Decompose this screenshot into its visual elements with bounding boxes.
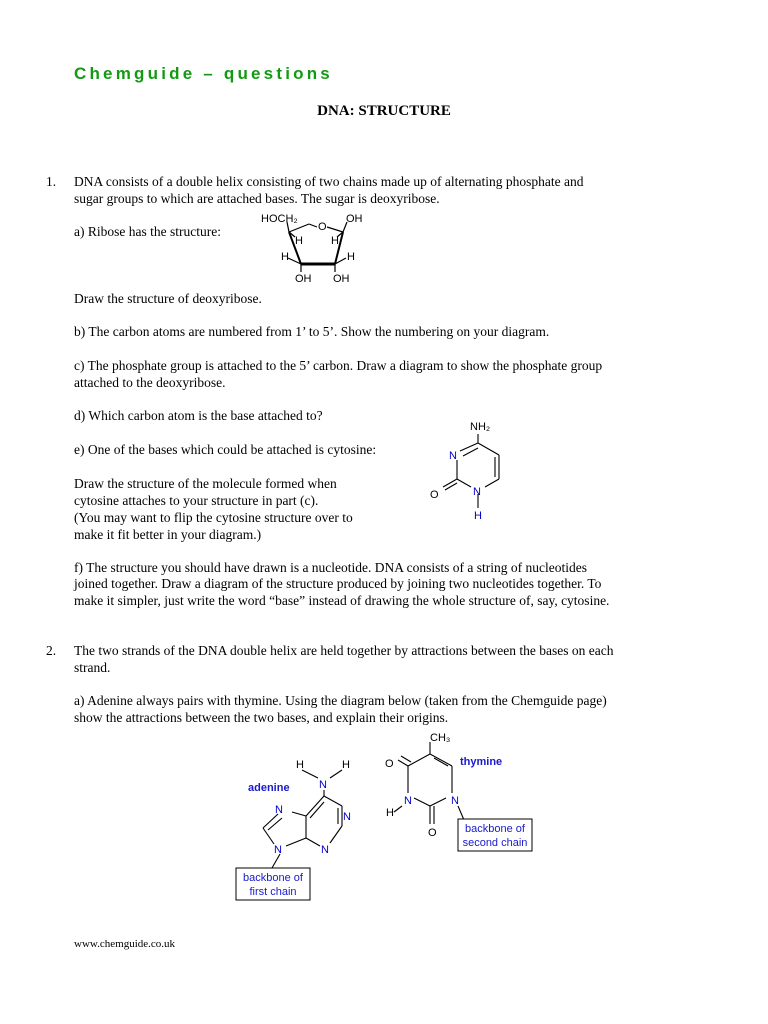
ribose-h-label: H (347, 251, 355, 263)
thymine-o: O (428, 827, 437, 839)
ribose-ring-oxygen: O (318, 221, 327, 233)
backbone-second-line2: second chain (462, 837, 528, 849)
adenine-thymine-diagram (230, 726, 550, 906)
adenine-h: H (296, 759, 304, 771)
page-title: DNA: STRUCTURE (317, 103, 451, 119)
thymine-h: H (386, 807, 394, 819)
cytosine-nh2: NH₂ (470, 421, 491, 433)
q1f-line2: joined together. Draw a diagram of the structure produced by joining two nucleotides together. To (74, 576, 602, 591)
adenine-n: N (275, 804, 283, 816)
cytosine-n: N (449, 450, 457, 462)
q1a-text: a) Ribose has the structure: (74, 224, 221, 239)
q1e-draw-line4: make it fit better in your diagram.) (74, 527, 262, 542)
adenine-n: N (321, 844, 329, 856)
adenine-h: H (342, 759, 350, 771)
q1c-line2: attached to the deoxyribose. (74, 375, 226, 390)
q2-intro-line1: The two strands of the DNA double helix are held together by attractions between the bases on each (74, 643, 614, 658)
adenine-n: N (274, 844, 282, 856)
adenine-n: N (319, 779, 327, 791)
q1e-draw-line3: (You may want to flip the cytosine structure over to (74, 510, 353, 525)
question-2-number: 2. (46, 643, 57, 658)
adenine-label: adenine (248, 782, 290, 794)
q1e-draw-line1: Draw the structure of the molecule formed when (74, 476, 337, 491)
backbone-first-line2: first chain (249, 886, 297, 898)
ribose-h-label: H (295, 235, 303, 247)
backbone-first-line1: backbone of (243, 872, 303, 884)
thymine-o: O (385, 758, 394, 770)
ribose-oh-top: OH (346, 213, 363, 225)
footer-url: www.chemguide.co.uk (74, 938, 176, 950)
q1d-text: d) Which carbon atom is the base attached to? (74, 408, 323, 423)
q1c-line1: c) The phosphate group is attached to the 5’ carbon. Draw a diagram to show the phosphate group (74, 358, 603, 373)
q1f-line1: f) The structure you should have drawn is a nucleotide. DNA consists of a string of nucleotides (74, 560, 588, 575)
cytosine-o: O (430, 489, 439, 501)
ribose-oh-label: OH (295, 273, 312, 285)
thymine-ch3: CH₃ (430, 732, 451, 744)
cytosine-structure (424, 412, 514, 524)
question-1-number: 1. (46, 174, 57, 189)
backbone-second-line1: backbone of (465, 823, 525, 835)
q2-intro-line2: strand. (74, 660, 111, 675)
q2a-line1: a) Adenine always pairs with thymine. Using the diagram below (taken from the Chemguide page) (74, 693, 607, 708)
q1-draw-deoxyribose: Draw the structure of deoxyribose. (74, 291, 262, 306)
cytosine-h: H (474, 510, 482, 522)
adenine-n: N (343, 811, 351, 823)
page-header: Chemguide – questions (74, 64, 333, 83)
ribose-h-label: H (281, 251, 289, 263)
cytosine-n: N (473, 486, 481, 498)
q1f-line3: make it simpler, just write the word “base” instead of drawing the whole structure of, say, cytosine. (74, 593, 610, 608)
ribose-h-label: H (331, 235, 339, 247)
ribose-hoch2-label: HOCH₂ (261, 213, 298, 225)
ribose-structure (255, 208, 375, 288)
ribose-oh-label: OH (333, 273, 350, 285)
q1-intro-line2: sugar groups to which are attached bases. The sugar is deoxyribose. (74, 191, 440, 206)
thymine-n: N (451, 795, 459, 807)
thymine-label: thymine (460, 756, 503, 768)
thymine-n: N (404, 795, 412, 807)
q1e-text: e) One of the bases which could be attached is cytosine: (74, 442, 377, 457)
q1-intro-line1: DNA consists of a double helix consisting of two chains made up of alternating phosphate and (74, 174, 584, 189)
q1b-text: b) The carbon atoms are numbered from 1’ to 5’. Show the numbering on your diagram. (74, 324, 550, 339)
q2a-line2: show the attractions between the two bases, and explain their origins. (74, 710, 449, 725)
q1e-draw-line2: cytosine attaches to your structure in part (c). (74, 493, 319, 508)
